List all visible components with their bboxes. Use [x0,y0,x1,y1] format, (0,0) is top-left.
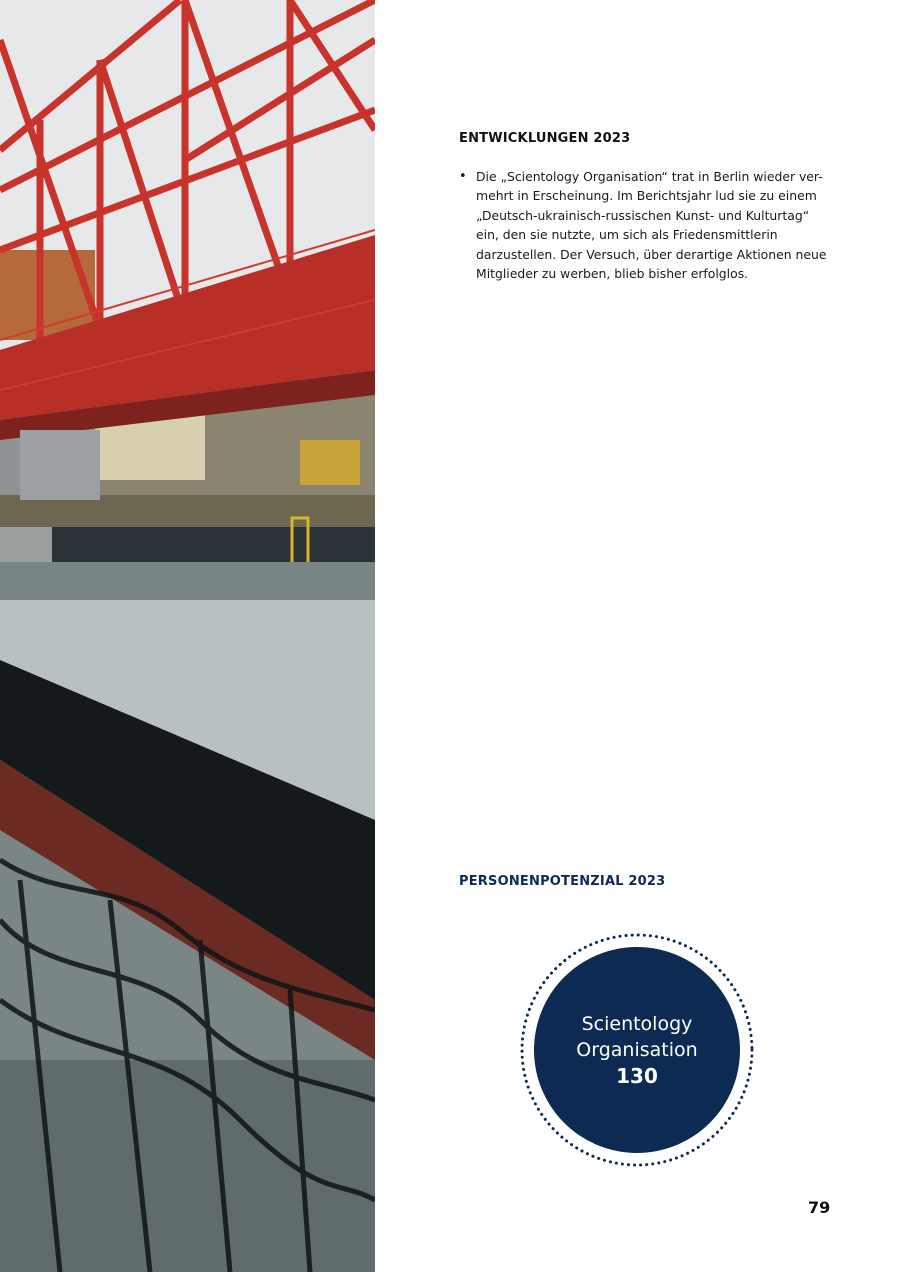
page-number: 79 [808,1198,831,1217]
bullet-list [459,167,829,283]
potential-circle [519,932,755,1168]
bullet-icon: • [459,169,467,184]
section-heading: ENTWICKLUNGEN 2023 [459,131,631,146]
potential-heading: PERSONENPOTENZIAL 2023 [459,874,666,889]
circle-value: 130 [616,1064,658,1088]
circle-label: Scientology Organisation [576,1013,698,1061]
list-item-text: Die „Scientology Organisation“ trat in Berlin wieder ver-mehrt in Erscheinung. Im Berichtsjahr lud sie zu einem „Deutsch-ukrainisch-russischen Kunst- und Kulturtag“ ein, den sie nutzte, um sich als Friedensmittlerin darzustellen. Der Versuch, über derartige Aktionen neue Mitglieder zu werben, blieb bisher erfolglos. [476,169,827,282]
bridge-photo [0,0,375,1272]
list-item [459,167,829,283]
